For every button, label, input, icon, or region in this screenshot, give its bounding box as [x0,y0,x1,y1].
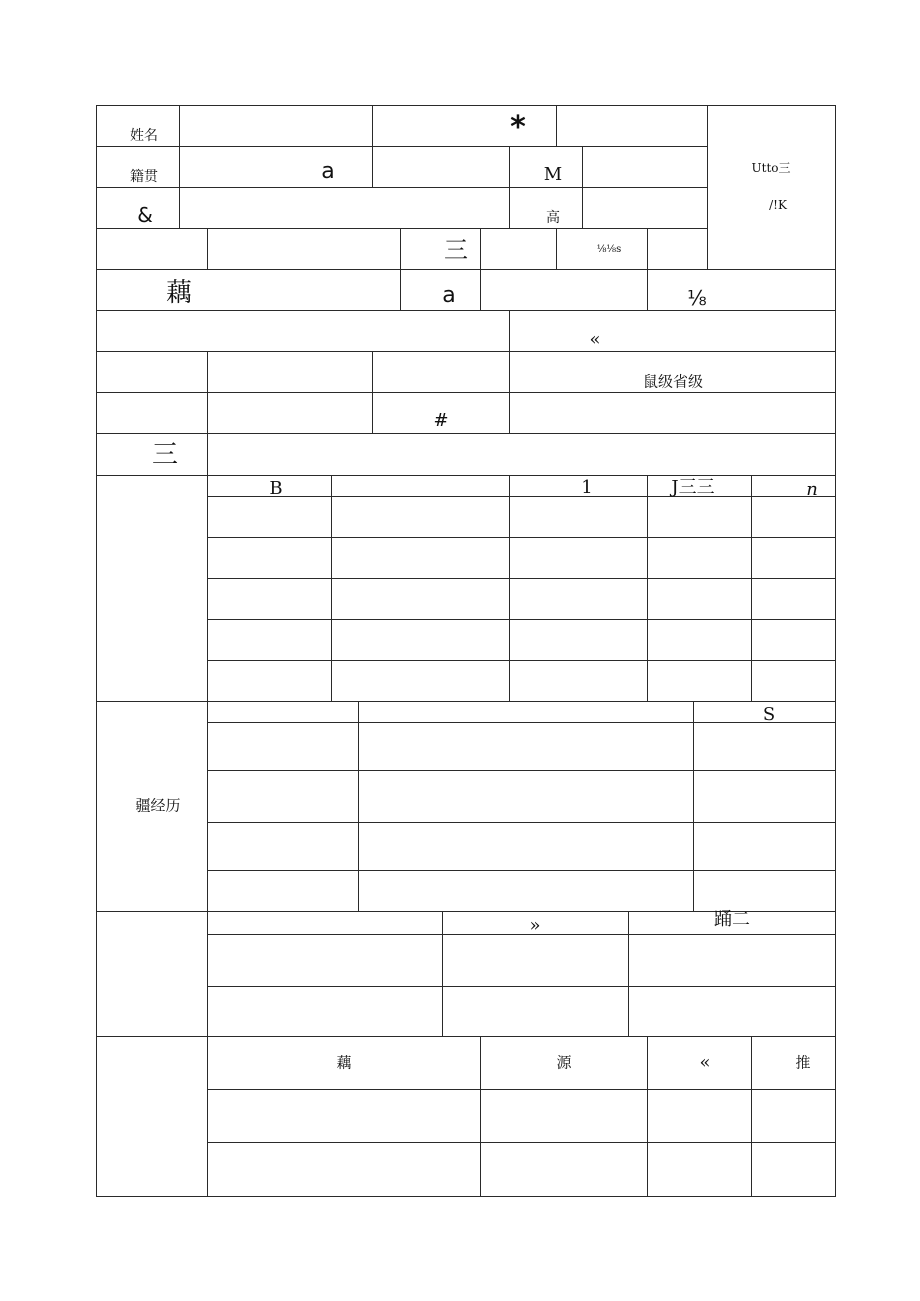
column-divider [751,1036,752,1196]
row-divider [96,187,708,188]
education-col-1: B [269,478,283,499]
photo-text-1: Utto三 [751,161,791,175]
awards-col-3: 踊二 [714,909,750,930]
column-divider [207,228,208,269]
a-mark: a [321,159,335,184]
work-section-label: 疆经历 [135,796,181,815]
education-col-5: n [806,479,818,500]
column-divider [647,1036,648,1196]
height-label: 高 [546,210,560,226]
m-mark: M [543,164,563,185]
column-divider [556,105,557,146]
column-divider [400,228,401,310]
column-divider [693,701,694,911]
column-divider [179,105,180,228]
row-divider [207,934,836,935]
hash-mark: # [433,410,449,431]
work-col-3: S [762,704,776,725]
column-divider [556,228,557,269]
photo-text-2: /!K [769,198,787,212]
row-divider [207,537,836,538]
row-divider [207,660,836,661]
row-divider [207,1142,836,1143]
column-divider [582,146,583,228]
row-divider [207,496,836,497]
table-border [96,1196,836,1197]
three-mark-2: 三 [151,440,179,470]
column-divider [509,310,510,433]
a-mark-2: a [442,283,456,308]
column-divider [628,911,629,1036]
column-divider [751,475,752,701]
native-place-label: 籍贯 [130,169,158,185]
star-mark: * [510,110,526,145]
row-divider [207,870,836,871]
family-col-3: « [699,1052,711,1073]
name-label: 姓名 [130,128,158,144]
row-divider [207,619,836,620]
column-divider [372,351,373,433]
education-col-3: 1 [581,477,593,498]
row-divider [207,578,836,579]
column-divider [509,475,510,701]
table-border [96,105,836,106]
column-divider [358,701,359,911]
family-col-4: 推 [795,1053,811,1072]
row-divider [96,310,836,311]
ampersand-mark: & [137,203,153,227]
family-col-1: 藕 [336,1053,352,1072]
column-divider [647,228,648,310]
three-mark: 三 [444,236,468,264]
ou-label: 藕 [165,278,193,308]
column-divider [207,475,208,1196]
column-divider [372,105,373,187]
row-divider [207,770,836,771]
row-divider [96,228,708,229]
column-divider [707,105,708,269]
education-col-4: J三三 [671,477,715,498]
guillemet-left: « [589,329,601,350]
row-divider [207,722,836,723]
fraction-mark: ⅛⅛s [596,244,622,255]
column-divider [647,475,648,701]
column-divider [207,351,208,475]
row-divider [96,146,708,147]
row-divider [96,269,836,270]
column-divider [480,1036,481,1196]
row-divider [207,822,836,823]
eighth-mark: ⅛ [687,286,707,310]
row-divider [207,1089,836,1090]
awards-col-2: » [529,915,541,936]
column-divider [442,911,443,1036]
province-level-label: 鼠级省级 [642,372,704,391]
family-col-2: 源 [556,1053,572,1072]
row-divider [207,986,836,987]
column-divider [480,228,481,310]
column-divider [331,475,332,701]
column-divider [509,146,510,228]
